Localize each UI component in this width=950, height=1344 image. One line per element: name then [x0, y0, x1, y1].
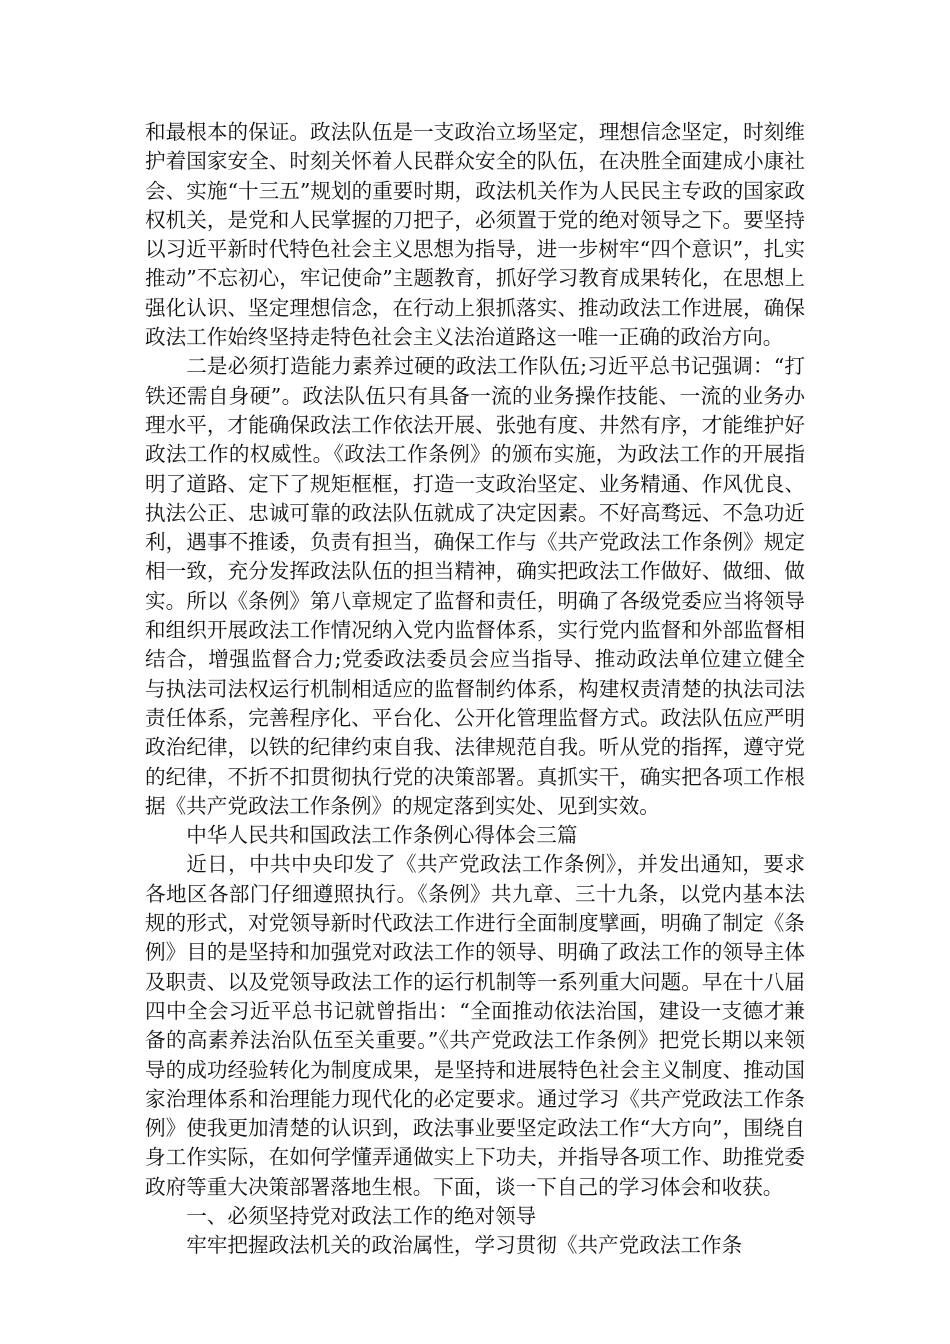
section-title: 中华人民共和国政法工作条例心得体会三篇: [186, 823, 578, 848]
paragraph-intro: 近日，中共中央印发了《共产党政法工作条例》，并发出通知，要求各地区各部门仔细遵照执行。《条例》共九章、三十九条，以党内基本法规的形式，对党领导新时代政法工作进行全面制度擘画，明确了制定《条例》目的是坚持和加强党对政法工作的领导、明确了政法工作的领导主体及职责、以及党领导政法工作的运行机制等一系列重大问题。早在十八届四中全会习近平总书记就曾指出：“全面推动依法治国，建设一支德才兼备的高素养法治队伍至关重要。”《共产党政法工作条例》把党长期以来领导的成功经验转化为制度成果，是坚持和进展特色社会主义制度、推动国家治理体系和治理能力现代化的必定要求。通过学习《共产党政法工作条例》使我更加清楚的认识到，政法事业要坚定政法工作“大方向”，围绕自身工作实际，在如何学懂弄通做实上下功夫，并指导各项工作、助推党委政府等重大决策部署落地生根。下面，谈一下自己的学习体会和收获。: [145, 852, 805, 1199]
subheading-party-leadership: 一、必须坚持党对政法工作的绝对领导: [186, 1203, 537, 1228]
paragraph-continuation: 和最根本的保证。政法队伍是一支政治立场坚定，理想信念坚定，时刻维护着国家安全、时刻关怀着人民群众安全的队伍，在决胜全面建成小康社会、实施“十三五”规划的重要时期，政法机关作为人民民主专政的国家政权机关，是党和人民掌握的刀把子，必须置于党的绝对领导之下。要坚持以习近平新时代特色社会主义思想为指导，进一步树牢“四个意识”，扎实推动”不忘初心，牢记使命”主题教育，抓好学习教育成果转化，在思想上强化认识、坚定理想信念，在行动上狠抓落实、推动政法工作进展，确保政法工作始终坚持走特色社会主义法治道路这一唯一正确的政治方向。: [145, 120, 805, 350]
paragraph-political-attribute: 牢牢把握政法机关的政治属性，学习贯彻《共产党政法工作条: [186, 1233, 743, 1258]
document-page: [145, 118, 805, 1261]
paragraph-capable-team: 二是必须打造能力素养过硬的政法工作队伍;习近平总书记强调：“打铁还需自身硬”。政法队伍只有具备一流的业务操作技能、一流的业务办理水平，才能确保政法工作依法开展、张弛有度、井然有序，才能维护好政法工作的权威性。《政法工作条例》的颁布实施，为政法工作的开展指明了道路、定下了规矩框框，打造一支政治坚定、业务精通、作风优良、执法公正、忠诚可靠的政法队伍就成了决定因素。不好高骛远、不急功近利，遇事不推诿，负责有担当，确保工作与《共产党政法工作条例》规定相一致，充分发挥政法队伍的担当精神，确实把政法工作做好、做细、做实。所以《条例》第八章规定了监督和责任，明确了各级党委应当将领导和组织开展政法工作情况纳入党内监督体系，实行党内监督和外部监督相结合，增强监督合力;党委政法委员会应当指导、推动政法单位建立健全与执法司法权运行机制相适应的监督制约体系，构建权责清楚的执法司法责任体系，完善程序化、平台化、公开化管理监督方式。政法队伍应严明政治纪律，以铁的纪律约束自我、法律规范自我。听从党的指挥，遵守党的纪律，不折不扣贯彻执行党的决策部署。真抓实干，确实把各项工作根据《共产党政法工作条例》的规定落到实处、见到实效。: [145, 354, 805, 818]
